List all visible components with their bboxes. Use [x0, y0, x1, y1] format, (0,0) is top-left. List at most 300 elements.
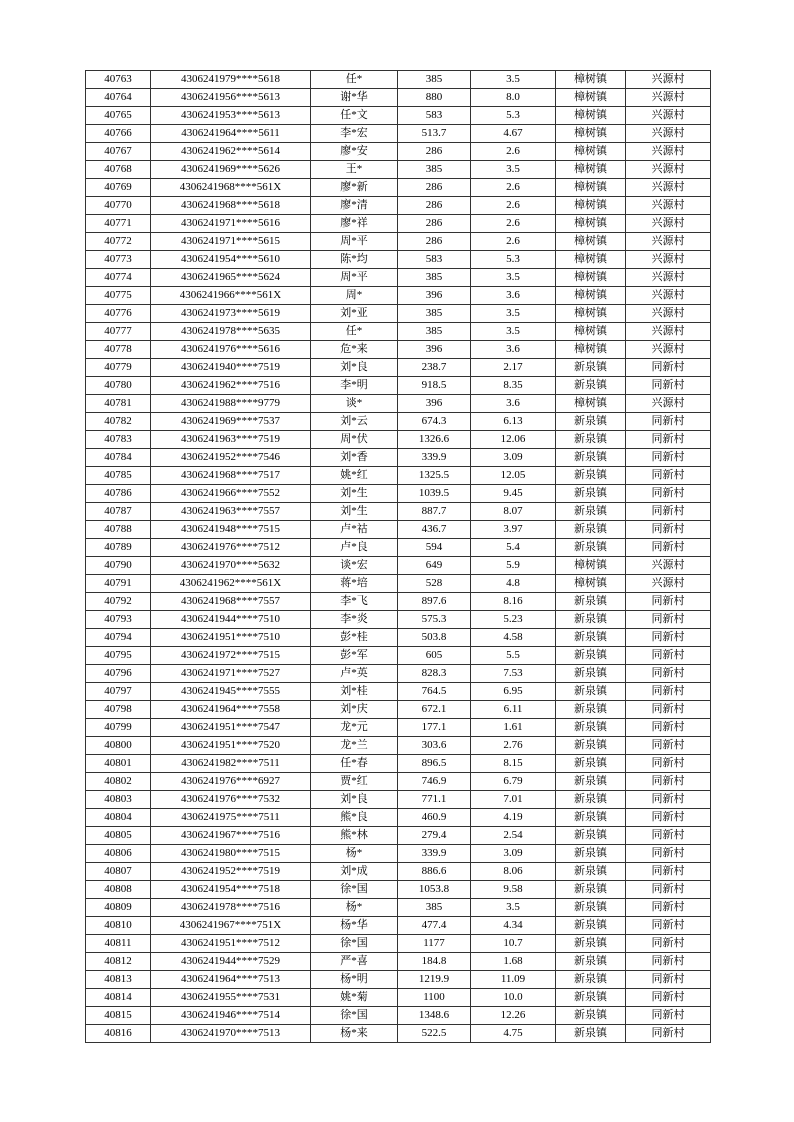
cell-name: 蒋*培 — [311, 575, 398, 593]
table-row — [86, 755, 711, 773]
cell-name: 姚*菊 — [311, 989, 398, 1007]
cell-town: 新泉镇 — [556, 701, 626, 719]
cell-amount: 385 — [398, 323, 471, 341]
cell-id-number: 4306241962****7516 — [151, 377, 311, 395]
cell-serial-number: 40802 — [86, 773, 151, 791]
cell-id-number: 4306241988****9779 — [151, 395, 311, 413]
table-row — [86, 89, 711, 107]
cell-serial-number: 40773 — [86, 251, 151, 269]
cell-serial-number: 40782 — [86, 413, 151, 431]
table-row — [86, 593, 711, 611]
cell-rate: 3.5 — [471, 269, 556, 287]
cell-rate: 8.16 — [471, 593, 556, 611]
table-row — [86, 791, 711, 809]
cell-town: 新泉镇 — [556, 773, 626, 791]
cell-name: 谢*华 — [311, 89, 398, 107]
cell-id-number: 4306241971****5615 — [151, 233, 311, 251]
cell-village: 同新村 — [626, 683, 711, 701]
cell-id-number: 4306241975****7511 — [151, 809, 311, 827]
cell-town: 新泉镇 — [556, 503, 626, 521]
cell-amount: 1100 — [398, 989, 471, 1007]
cell-amount: 594 — [398, 539, 471, 557]
cell-town: 新泉镇 — [556, 449, 626, 467]
cell-amount: 396 — [398, 395, 471, 413]
cell-name: 刘*良 — [311, 791, 398, 809]
cell-id-number: 4306241945****7555 — [151, 683, 311, 701]
cell-name: 任* — [311, 71, 398, 89]
cell-id-number: 4306241963****7557 — [151, 503, 311, 521]
cell-name: 刘*云 — [311, 413, 398, 431]
cell-town: 新泉镇 — [556, 521, 626, 539]
cell-village: 同新村 — [626, 989, 711, 1007]
cell-id-number: 4306241978****7516 — [151, 899, 311, 917]
cell-name: 陈*均 — [311, 251, 398, 269]
cell-serial-number: 40768 — [86, 161, 151, 179]
table-row — [86, 539, 711, 557]
cell-rate: 2.6 — [471, 179, 556, 197]
cell-village: 同新村 — [626, 755, 711, 773]
cell-name: 廖*新 — [311, 179, 398, 197]
cell-amount: 1039.5 — [398, 485, 471, 503]
cell-amount: 828.3 — [398, 665, 471, 683]
table-row — [86, 665, 711, 683]
cell-name: 李*炎 — [311, 611, 398, 629]
cell-name: 任* — [311, 323, 398, 341]
cell-amount: 1219.9 — [398, 971, 471, 989]
cell-name: 龙*元 — [311, 719, 398, 737]
cell-amount: 385 — [398, 899, 471, 917]
cell-id-number: 4306241979****5618 — [151, 71, 311, 89]
table-row — [86, 773, 711, 791]
cell-rate: 3.09 — [471, 845, 556, 863]
cell-town: 新泉镇 — [556, 755, 626, 773]
cell-name: 刘*良 — [311, 359, 398, 377]
cell-id-number: 4306241956****5613 — [151, 89, 311, 107]
cell-amount: 583 — [398, 251, 471, 269]
cell-rate: 10.0 — [471, 989, 556, 1007]
table-row — [86, 935, 711, 953]
cell-name: 李*明 — [311, 377, 398, 395]
cell-name: 徐*国 — [311, 881, 398, 899]
cell-amount: 575.3 — [398, 611, 471, 629]
cell-id-number: 4306241952****7546 — [151, 449, 311, 467]
cell-village: 同新村 — [626, 647, 711, 665]
cell-rate: 3.5 — [471, 305, 556, 323]
cell-village: 同新村 — [626, 773, 711, 791]
cell-town: 樟树镇 — [556, 575, 626, 593]
table-row — [86, 449, 711, 467]
table-row — [86, 557, 711, 575]
table-row — [86, 323, 711, 341]
cell-amount: 460.9 — [398, 809, 471, 827]
cell-id-number: 4306241982****7511 — [151, 755, 311, 773]
cell-amount: 286 — [398, 197, 471, 215]
cell-name: 危*来 — [311, 341, 398, 359]
cell-town: 新泉镇 — [556, 845, 626, 863]
table-row — [86, 413, 711, 431]
cell-id-number: 4306241964****5611 — [151, 125, 311, 143]
cell-id-number: 4306241971****7527 — [151, 665, 311, 683]
cell-serial-number: 40769 — [86, 179, 151, 197]
cell-id-number: 4306241946****7514 — [151, 1007, 311, 1025]
cell-amount: 238.7 — [398, 359, 471, 377]
cell-name: 彭*军 — [311, 647, 398, 665]
cell-id-number: 4306241973****5619 — [151, 305, 311, 323]
cell-amount: 385 — [398, 269, 471, 287]
cell-name: 卢*良 — [311, 539, 398, 557]
cell-amount: 897.6 — [398, 593, 471, 611]
table-row — [86, 107, 711, 125]
cell-amount: 886.6 — [398, 863, 471, 881]
cell-rate: 3.5 — [471, 323, 556, 341]
table-row — [86, 521, 711, 539]
cell-serial-number: 40808 — [86, 881, 151, 899]
cell-town: 新泉镇 — [556, 935, 626, 953]
table-row — [86, 287, 711, 305]
cell-name: 杨* — [311, 845, 398, 863]
cell-name: 徐*国 — [311, 935, 398, 953]
table-row — [86, 863, 711, 881]
cell-town: 樟树镇 — [556, 197, 626, 215]
cell-id-number: 4306241976****7512 — [151, 539, 311, 557]
table-row — [86, 197, 711, 215]
cell-serial-number: 40804 — [86, 809, 151, 827]
cell-rate: 4.19 — [471, 809, 556, 827]
cell-id-number: 4306241951****7512 — [151, 935, 311, 953]
cell-town: 樟树镇 — [556, 395, 626, 413]
cell-town: 新泉镇 — [556, 647, 626, 665]
cell-id-number: 4306241980****7515 — [151, 845, 311, 863]
cell-name: 任*文 — [311, 107, 398, 125]
cell-village: 同新村 — [626, 791, 711, 809]
cell-rate: 7.01 — [471, 791, 556, 809]
cell-amount: 339.9 — [398, 449, 471, 467]
cell-serial-number: 40812 — [86, 953, 151, 971]
cell-id-number: 4306241969****7537 — [151, 413, 311, 431]
cell-id-number: 4306241971****5616 — [151, 215, 311, 233]
table-row — [86, 125, 711, 143]
cell-name: 刘*庆 — [311, 701, 398, 719]
cell-amount: 1053.8 — [398, 881, 471, 899]
cell-amount: 918.5 — [398, 377, 471, 395]
cell-village: 同新村 — [626, 467, 711, 485]
cell-id-number: 4306241954****5610 — [151, 251, 311, 269]
cell-village: 兴源村 — [626, 305, 711, 323]
cell-village: 同新村 — [626, 485, 711, 503]
cell-village: 兴源村 — [626, 287, 711, 305]
cell-town: 樟树镇 — [556, 251, 626, 269]
cell-village: 同新村 — [626, 809, 711, 827]
cell-rate: 4.34 — [471, 917, 556, 935]
cell-amount: 286 — [398, 215, 471, 233]
cell-town: 樟树镇 — [556, 557, 626, 575]
cell-serial-number: 40781 — [86, 395, 151, 413]
table-row — [86, 845, 711, 863]
cell-serial-number: 40787 — [86, 503, 151, 521]
cell-id-number: 4306241951****7547 — [151, 719, 311, 737]
cell-rate: 11.09 — [471, 971, 556, 989]
cell-serial-number: 40811 — [86, 935, 151, 953]
cell-town: 新泉镇 — [556, 539, 626, 557]
cell-village: 同新村 — [626, 359, 711, 377]
cell-amount: 880 — [398, 89, 471, 107]
table-row — [86, 827, 711, 845]
cell-village: 同新村 — [626, 449, 711, 467]
cell-id-number: 4306241969****5626 — [151, 161, 311, 179]
cell-village: 兴源村 — [626, 125, 711, 143]
cell-amount: 396 — [398, 287, 471, 305]
cell-amount: 522.5 — [398, 1025, 471, 1043]
cell-id-number: 4306241968****7517 — [151, 467, 311, 485]
cell-name: 周* — [311, 287, 398, 305]
cell-rate: 4.75 — [471, 1025, 556, 1043]
cell-town: 新泉镇 — [556, 899, 626, 917]
cell-serial-number: 40777 — [86, 323, 151, 341]
cell-rate: 6.79 — [471, 773, 556, 791]
cell-id-number: 4306241966****561X — [151, 287, 311, 305]
cell-amount: 605 — [398, 647, 471, 665]
cell-rate: 2.6 — [471, 143, 556, 161]
cell-amount: 286 — [398, 143, 471, 161]
cell-amount: 764.5 — [398, 683, 471, 701]
cell-amount: 503.8 — [398, 629, 471, 647]
cell-id-number: 4306241944****7510 — [151, 611, 311, 629]
cell-serial-number: 40770 — [86, 197, 151, 215]
cell-town: 新泉镇 — [556, 953, 626, 971]
cell-name: 任*春 — [311, 755, 398, 773]
cell-town: 新泉镇 — [556, 1007, 626, 1025]
table-row — [86, 899, 711, 917]
cell-id-number: 4306241972****7515 — [151, 647, 311, 665]
cell-town: 樟树镇 — [556, 125, 626, 143]
table-row — [86, 71, 711, 89]
cell-rate: 10.7 — [471, 935, 556, 953]
table-row — [86, 629, 711, 647]
cell-serial-number: 40794 — [86, 629, 151, 647]
cell-rate: 5.5 — [471, 647, 556, 665]
cell-id-number: 4306241976****6927 — [151, 773, 311, 791]
cell-rate: 1.68 — [471, 953, 556, 971]
cell-village: 同新村 — [626, 917, 711, 935]
table-row — [86, 1007, 711, 1025]
cell-town: 樟树镇 — [556, 323, 626, 341]
cell-village: 同新村 — [626, 1025, 711, 1043]
cell-rate: 2.76 — [471, 737, 556, 755]
cell-rate: 1.61 — [471, 719, 556, 737]
cell-amount: 771.1 — [398, 791, 471, 809]
cell-id-number: 4306241953****5613 — [151, 107, 311, 125]
cell-town: 新泉镇 — [556, 917, 626, 935]
cell-amount: 385 — [398, 161, 471, 179]
cell-name: 周*平 — [311, 269, 398, 287]
cell-town: 樟树镇 — [556, 161, 626, 179]
cell-village: 同新村 — [626, 611, 711, 629]
cell-town: 樟树镇 — [556, 305, 626, 323]
table-row — [86, 251, 711, 269]
cell-name: 王* — [311, 161, 398, 179]
table-row — [86, 683, 711, 701]
cell-id-number: 4306241967****751X — [151, 917, 311, 935]
cell-village: 同新村 — [626, 521, 711, 539]
cell-rate: 8.35 — [471, 377, 556, 395]
cell-town: 新泉镇 — [556, 629, 626, 647]
table-row — [86, 989, 711, 1007]
cell-rate: 8.0 — [471, 89, 556, 107]
cell-amount: 746.9 — [398, 773, 471, 791]
cell-name: 刘*桂 — [311, 683, 398, 701]
cell-serial-number: 40774 — [86, 269, 151, 287]
cell-village: 同新村 — [626, 881, 711, 899]
cell-name: 刘*成 — [311, 863, 398, 881]
cell-rate: 4.8 — [471, 575, 556, 593]
cell-town: 樟树镇 — [556, 269, 626, 287]
cell-town: 新泉镇 — [556, 431, 626, 449]
cell-serial-number: 40805 — [86, 827, 151, 845]
table-row — [86, 179, 711, 197]
table-row — [86, 269, 711, 287]
cell-village: 同新村 — [626, 701, 711, 719]
cell-rate: 3.09 — [471, 449, 556, 467]
cell-town: 新泉镇 — [556, 719, 626, 737]
cell-serial-number: 40797 — [86, 683, 151, 701]
cell-amount: 303.6 — [398, 737, 471, 755]
cell-town: 新泉镇 — [556, 971, 626, 989]
table-row — [86, 143, 711, 161]
cell-town: 新泉镇 — [556, 611, 626, 629]
cell-name: 廖*清 — [311, 197, 398, 215]
cell-serial-number: 40784 — [86, 449, 151, 467]
cell-rate: 12.26 — [471, 1007, 556, 1025]
cell-amount: 436.7 — [398, 521, 471, 539]
cell-town: 樟树镇 — [556, 287, 626, 305]
cell-serial-number: 40792 — [86, 593, 151, 611]
cell-village: 兴源村 — [626, 89, 711, 107]
cell-rate: 2.6 — [471, 233, 556, 251]
cell-serial-number: 40780 — [86, 377, 151, 395]
cell-id-number: 4306241951****7510 — [151, 629, 311, 647]
cell-serial-number: 40800 — [86, 737, 151, 755]
cell-serial-number: 40764 — [86, 89, 151, 107]
cell-name: 李*宏 — [311, 125, 398, 143]
cell-amount: 339.9 — [398, 845, 471, 863]
cell-serial-number: 40788 — [86, 521, 151, 539]
cell-amount: 513.7 — [398, 125, 471, 143]
table-row — [86, 971, 711, 989]
cell-serial-number: 40789 — [86, 539, 151, 557]
cell-rate: 9.45 — [471, 485, 556, 503]
cell-rate: 5.9 — [471, 557, 556, 575]
cell-village: 同新村 — [626, 863, 711, 881]
cell-town: 樟树镇 — [556, 215, 626, 233]
cell-serial-number: 40814 — [86, 989, 151, 1007]
cell-amount: 279.4 — [398, 827, 471, 845]
cell-town: 新泉镇 — [556, 485, 626, 503]
cell-id-number: 4306241966****7552 — [151, 485, 311, 503]
table-row — [86, 719, 711, 737]
cell-amount: 1348.6 — [398, 1007, 471, 1025]
cell-name: 刘*生 — [311, 485, 398, 503]
cell-serial-number: 40771 — [86, 215, 151, 233]
cell-rate: 8.15 — [471, 755, 556, 773]
cell-village: 同新村 — [626, 539, 711, 557]
cell-rate: 4.58 — [471, 629, 556, 647]
cell-town: 新泉镇 — [556, 791, 626, 809]
cell-serial-number: 40803 — [86, 791, 151, 809]
cell-serial-number: 40795 — [86, 647, 151, 665]
cell-name: 廖*祥 — [311, 215, 398, 233]
cell-id-number: 4306241965****5624 — [151, 269, 311, 287]
cell-amount: 385 — [398, 305, 471, 323]
cell-town: 樟树镇 — [556, 143, 626, 161]
cell-village: 同新村 — [626, 719, 711, 737]
cell-serial-number: 40816 — [86, 1025, 151, 1043]
cell-name: 龙*兰 — [311, 737, 398, 755]
cell-town: 新泉镇 — [556, 413, 626, 431]
cell-name: 彭*桂 — [311, 629, 398, 647]
cell-village: 同新村 — [626, 899, 711, 917]
cell-name: 刘*生 — [311, 503, 398, 521]
cell-town: 新泉镇 — [556, 593, 626, 611]
cell-amount: 1177 — [398, 935, 471, 953]
cell-id-number: 4306241940****7519 — [151, 359, 311, 377]
cell-amount: 286 — [398, 179, 471, 197]
cell-name: 杨*明 — [311, 971, 398, 989]
table-row — [86, 611, 711, 629]
cell-serial-number: 40807 — [86, 863, 151, 881]
cell-serial-number: 40779 — [86, 359, 151, 377]
cell-name: 李*飞 — [311, 593, 398, 611]
table-row — [86, 809, 711, 827]
cell-serial-number: 40778 — [86, 341, 151, 359]
cell-village: 兴源村 — [626, 197, 711, 215]
cell-rate: 8.07 — [471, 503, 556, 521]
cell-rate: 2.54 — [471, 827, 556, 845]
cell-village: 兴源村 — [626, 395, 711, 413]
cell-village: 兴源村 — [626, 179, 711, 197]
table-row — [86, 503, 711, 521]
cell-village: 同新村 — [626, 737, 711, 755]
table-row — [86, 1025, 711, 1043]
cell-village: 兴源村 — [626, 251, 711, 269]
cell-village: 同新村 — [626, 935, 711, 953]
cell-village: 兴源村 — [626, 323, 711, 341]
cell-amount: 672.1 — [398, 701, 471, 719]
cell-id-number: 4306241968****5618 — [151, 197, 311, 215]
cell-id-number: 4306241963****7519 — [151, 431, 311, 449]
cell-name: 刘*香 — [311, 449, 398, 467]
cell-rate: 3.6 — [471, 341, 556, 359]
cell-id-number: 4306241970****7513 — [151, 1025, 311, 1043]
cell-name: 熊*林 — [311, 827, 398, 845]
cell-name: 姚*红 — [311, 467, 398, 485]
cell-name: 周*伏 — [311, 431, 398, 449]
cell-village: 同新村 — [626, 665, 711, 683]
cell-village: 兴源村 — [626, 341, 711, 359]
cell-rate: 2.6 — [471, 215, 556, 233]
records-table — [85, 70, 711, 1043]
cell-serial-number: 40776 — [86, 305, 151, 323]
cell-rate: 3.5 — [471, 161, 556, 179]
cell-rate: 2.6 — [471, 197, 556, 215]
cell-town: 新泉镇 — [556, 467, 626, 485]
cell-village: 同新村 — [626, 971, 711, 989]
cell-rate: 9.58 — [471, 881, 556, 899]
table-row — [86, 485, 711, 503]
table-row — [86, 215, 711, 233]
cell-id-number: 4306241970****5632 — [151, 557, 311, 575]
table-body — [86, 71, 711, 1043]
cell-serial-number: 40775 — [86, 287, 151, 305]
